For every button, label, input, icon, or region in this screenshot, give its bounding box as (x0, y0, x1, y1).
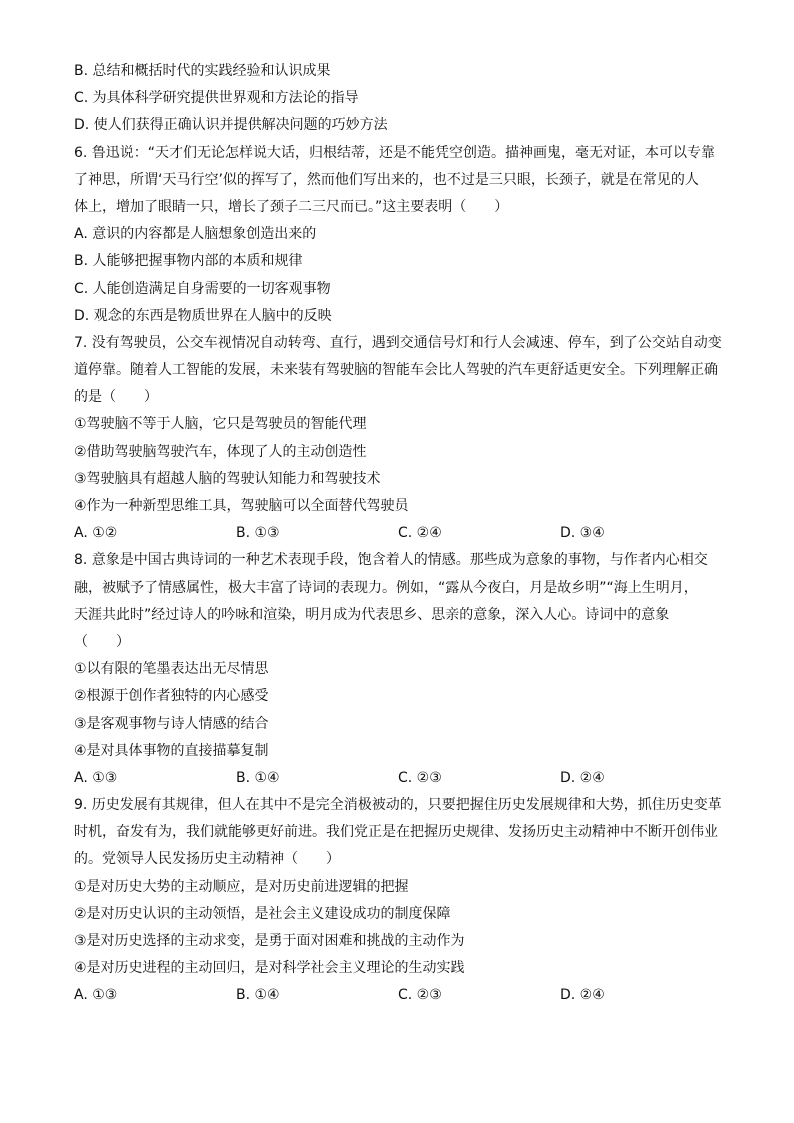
question-stem: （ ） (74, 633, 130, 650)
option-b: B. 总结和概括时代的实践经验和认识成果 (74, 63, 331, 79)
choice-c: C. ②④ (398, 525, 442, 542)
question-stem: 的。党领导人民发扬历史主动精神（ ） (74, 851, 340, 868)
question-stem: 7. 没有驾驶员，公交车视情况自动转弯、直行，遇到交通信号灯和行人会减速、停车，到了公交站自动变 (74, 334, 722, 351)
statement-4: ④是对具体事物的直接描摹复制 (74, 742, 269, 759)
option-c: C. 为具体科学研究提供世界观和方法论的指导 (74, 90, 359, 107)
question-stem: 9. 历史发展有其规律，但人在其中不是完全消极被动的，只要把握住历史发展规律和大势，抓住历史变革 (74, 797, 722, 814)
question-stem: 融，被赋予了情感属性，极大丰富了诗词的表现力。例如，“露从今夜白，月是故乡明”“海上生明月， (74, 579, 698, 596)
choice-c: C. ②③ (398, 769, 442, 786)
question-stem: 6. 鲁迅说：“天才们无论怎样说大话，归根结蒂，还是不能凭空创造。描神画鬼，毫无对证，本可以专靠 (74, 144, 716, 161)
choice-a: A. ①③ (74, 769, 118, 786)
exam-page (74, 58, 724, 1010)
statement-1: ①以有限的笔墨表达出无尽情思 (74, 661, 269, 678)
choice-b: B. ①③ (236, 525, 280, 542)
statement-3: ③是客观事物与诗人情感的结合 (74, 715, 269, 732)
statement-2: ②是对历史认识的主动领悟，是社会主义建设成功的制度保障 (74, 905, 451, 922)
choice-c: C. ②③ (398, 987, 442, 1004)
question-stem: 天涯共此时”经过诗人的吟咏和渲染，明月成为代表思乡、思亲的意象，深入人心。诗词中的意象 (74, 606, 670, 623)
question-stem: 体上，增加了眼睛一只，增长了颈子二三尺而已。”这主要表明（ ） (74, 198, 509, 215)
statement-3: ③是对历史选择的主动求变，是勇于面对困难和挑战的主动作为 (74, 933, 465, 949)
answer-choices (74, 765, 724, 792)
statement-2: ②根源于创作者独特的内心感受 (74, 688, 269, 705)
choice-d: D. ③④ (560, 525, 605, 542)
choice-a: A. ①③ (74, 987, 118, 1004)
statement-4: ④作为一种新型思维工具，驾驶脑可以全面替代驾驶员 (74, 498, 409, 514)
choice-b: B. ①④ (236, 769, 280, 786)
statement-2: ②借助驾驶脑驾驶汽车，体现了人的主动创造性 (74, 443, 367, 460)
option-c: C. 人能创造满足自身需要的一切客观事物 (74, 280, 331, 297)
statement-1: ①是对历史大势的主动顺应，是对历史前进逻辑的把握 (74, 878, 409, 895)
question-stem: 8. 意象是中国古典诗词的一种艺术表现手段，饱含着人的情感。那些成为意象的事物，与作者内心相交 (74, 552, 708, 569)
question-7 (74, 330, 724, 548)
question-9 (74, 792, 724, 1010)
question-stem: 道停靠。随着人工智能的发展，未来装有驾驶脑的智能车会比人驾驶的汽车更舒适更安全。下列理解正确 (74, 362, 718, 379)
answer-choices (74, 982, 724, 1009)
choice-a: A. ①② (74, 525, 118, 542)
option-d: D. 使人们获得正确认识并提供解决问题的巧妙方法 (74, 117, 388, 134)
option-b: B. 人能够把握事物内部的本质和规律 (74, 253, 303, 270)
option-d: D. 观念的东西是物质世界在人脑中的反映 (74, 307, 332, 324)
choice-d: D. ②④ (560, 987, 605, 1004)
statement-3: ③驾驶脑具有超越人脑的驾驶认知能力和驾驶技术 (74, 470, 381, 487)
statement-4: ④是对历史进程的主动回归，是对科学社会主义理论的生动实践 (74, 960, 465, 977)
answer-choices (74, 520, 724, 547)
question-stem: 的是（ ） (74, 389, 158, 406)
choice-b: B. ①④ (236, 987, 280, 1004)
question-6 (74, 140, 724, 330)
question-stem: 了神思，所谓‘天马行空’似的挥写了，然而他们写出来的，也不过是三只眼，长颈子，就是在常见的人 (74, 171, 699, 188)
question-5-tail (74, 58, 724, 140)
question-stem: 时机，奋发有为，我们就能够更好前进。我们党正是在把握历史规律、发扬历史主动精神中不断开创伟业 (74, 824, 718, 841)
question-8 (74, 547, 724, 792)
choice-d: D. ②④ (560, 769, 605, 786)
option-a: A. 意识的内容都是人脑想象创造出来的 (74, 226, 317, 243)
statement-1: ①驾驶脑不等于人脑，它只是驾驶员的智能代理 (74, 416, 367, 433)
